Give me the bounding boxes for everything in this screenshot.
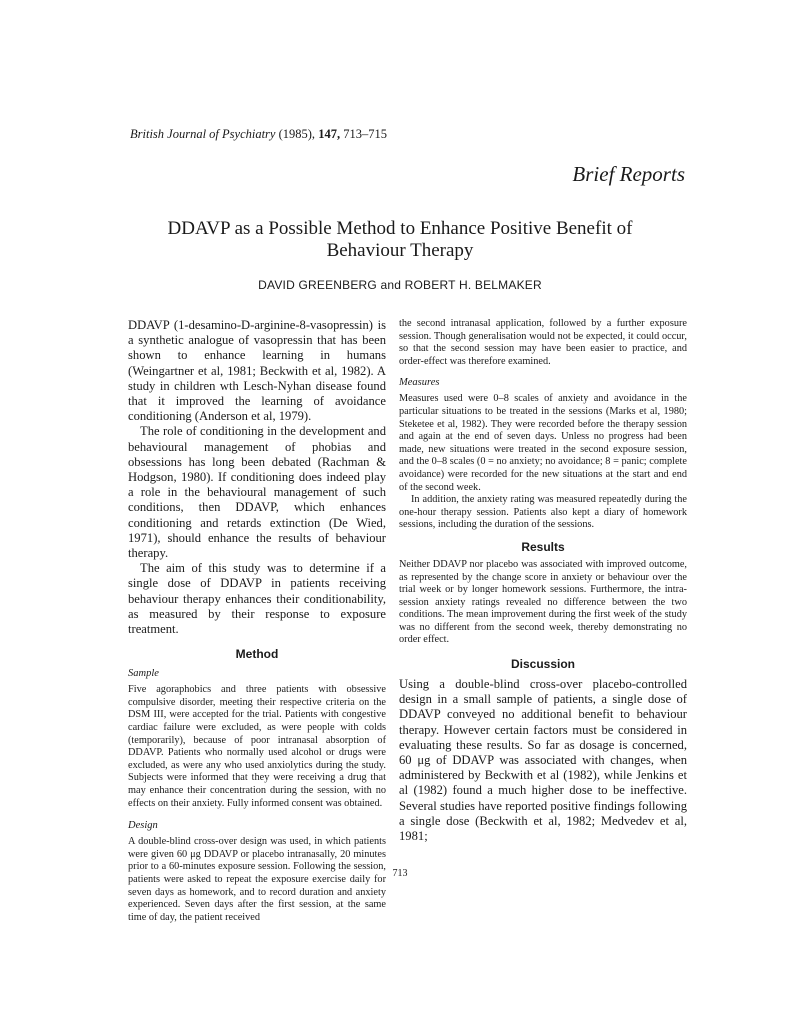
right-column [399, 318, 687, 844]
results-text: Neither DDAVP nor placebo was associated with improved outcome, as represented by the change score in anxiety or behaviour over the trial week or by longer homework sessions. Furthermore, the intra-session anxiety ratings revealed no difference between the two conditions. The mean improvement during the first week of the study was no different from the second week, thereby demonstrating no order effect. [399, 558, 687, 646]
page-number: 713 [392, 868, 408, 879]
article-authors: DAVID GREENBERG and ROBERT H. BELMAKER [258, 278, 542, 292]
intro-paragraph-3: The aim of this study was to determine if a single dose of DDAVP in patients receiving behaviour therapy enhances their conditionability, as measured by their response to exposure treatment. [128, 561, 386, 637]
journal-name: British Journal of Psychiatry [130, 127, 276, 141]
intro-paragraph-2: The role of conditioning in the development and behavioural management of phobias and obsessions has long been debated (Rachman & Hodgson, 1980). If conditioning does indeed play a role in the behavioural management of such conditions, then DDAVP, which enhances conditioning and retards extinction (De Wied, 1971), should enhance the results of behaviour therapy. [128, 424, 386, 561]
measures-paragraph-2: In addition, the anxiety rating was measured repeatedly during the one-hour therapy session. Patients also kept a diary of homework sessions, including the duration of the sessions. [399, 494, 687, 531]
design-continued: the second intranasal application, followed by a further exposure session. Though generalisation would not be expected, it could occur, so that the second session may have been easier to practice, and order-effect was therefore examined. [399, 318, 687, 367]
journal-citation [130, 127, 387, 142]
design-heading: Design [128, 820, 158, 832]
method-heading: Method [235, 647, 279, 662]
measures-paragraph-1: Measures used were 0–8 scales of anxiety and avoidance in the particular situations to be treated in the sessions (Marks et al, 1980; Steketee et al, 1982). They were recorded before the therapy session and again at the end of seven days. Unless no progress had been made, new situations were treated in the second exposure session, and the 0–8 scales (0 = no anxiety; no avoidance; 8 = panic; complete avoidance) were recorded for the new situations at the start and end of the second week. [399, 393, 687, 493]
sample-text: Five agoraphobics and three patients with obsessive compulsive disorder, meeting their respective criteria on the DSM III, were accepted for the trial. Patients with congestive cardiac failure were excluded, as were people with colds (temporarily), because of poor intranasal absorption of DDAVP. Patients who normally used alcohol or drugs were excluded, as were any who used anxiolytics during the study. Subjects were informed that they were receiving a drug that may enhance their concentration during the session, with no effects on their anxiety. Fully informed consent was obtained. [128, 684, 386, 809]
results-heading: Results [521, 539, 565, 554]
article-title: DDAVP as a Possible Method to Enhance Positive Benefit of Behaviour Therapy [167, 218, 633, 261]
journal-year: (1985), [278, 127, 316, 141]
discussion-text: Using a double-blind cross-over placebo-controlled design in a small sample of patients, a single dose of DDAVP conveyed no additional benefit to behaviour therapy. However certain factors must be considered in evaluating these results. So far as dosage is concerned, 60 μg of DDAVP was associated with changes, when administered by Beckwith et al (1982), while Jenkins et al (1982) found a much higher dose to be ineffective. Several studies have reported positive findings following a single dose (Beckwith et al, 1982; Medvedev et al, 1981; [399, 677, 687, 844]
design-text: A double-blind cross-over design was used, in which patients were given 60 μg DDAVP or placebo intranasally, 20 minutes prior to a 60-minutes exposure session. Following the session, patients were asked to repeat the exposure exercise daily for seven days as homework, and to record duration and anxiety experienced. Seven days after the first session, at the same time of day, the patient received [128, 836, 386, 923]
left-column [128, 318, 386, 924]
measures-heading: Measures [399, 377, 440, 389]
journal-volume: 147, [318, 127, 341, 141]
section-label: Brief Reports [572, 162, 685, 186]
intro-paragraph-1: DDAVP (1-desamino-D-arginine-8-vasopressin) is a synthetic analogue of vasopressin that has been shown to enhance learning in humans (Weingartner et al, 1981; Beckwith et al, 1982). A study in children wth Lesch-Nyhan disease found that it improved the learning of avoidance conditioning (Anderson et al, 1979). [128, 318, 386, 424]
journal-pages: 713–715 [343, 127, 387, 141]
sample-heading: Sample [128, 668, 159, 680]
discussion-heading: Discussion [510, 657, 576, 672]
